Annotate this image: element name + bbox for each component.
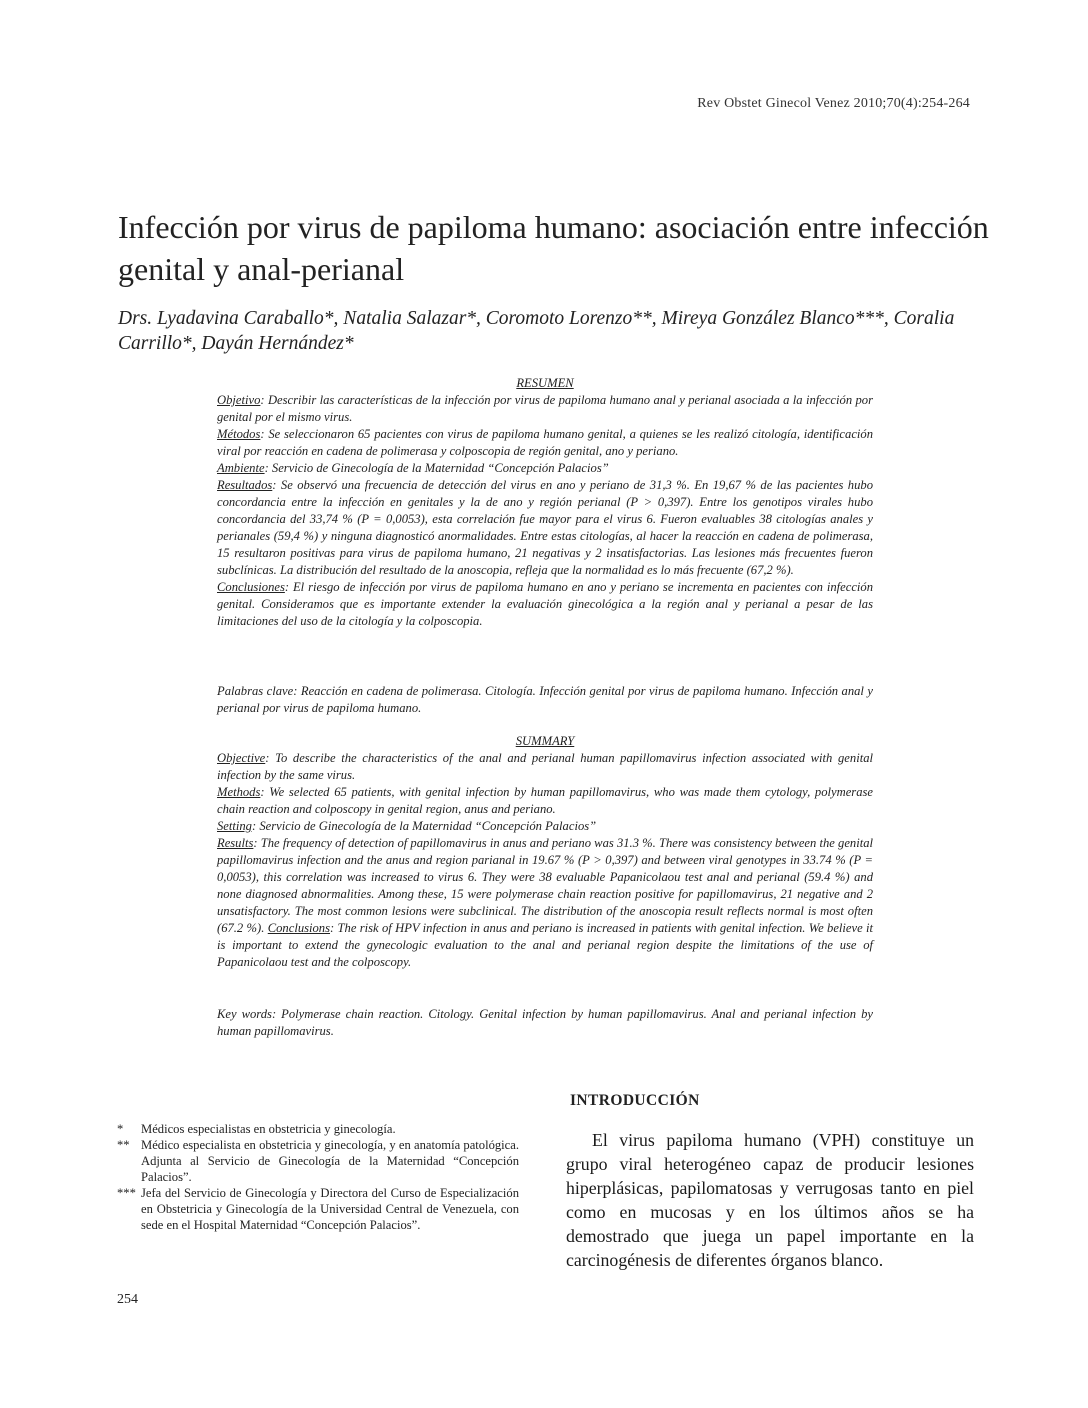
setting-label: Setting xyxy=(217,819,252,833)
objetivo-label: Objetivo xyxy=(217,393,261,407)
ambiente-text: : Servicio de Ginecología de la Maternidad “Concepción Palacios” xyxy=(264,461,609,475)
summary-results xyxy=(217,835,873,971)
summary-objective xyxy=(217,750,873,784)
conclusiones-text: : El riesgo de infección por virus de papiloma humano en ano y periano se incrementa en pacientes con infección genital. Consideramos que es importante extender la evaluación ginecológica a la región anal y perianal a pesar de las limitaciones del uso de la citología y la colposcopia. xyxy=(217,580,873,628)
footnote-text: Jefa del Servicio de Ginecología y Directora del Curso de Especialización en Obstetricia y Ginecología de la Universidad Central de Venezuela, con sede en el Hospital Maternidad “Concepción Palacios”. xyxy=(141,1186,519,1232)
author-list: Drs. Lyadavina Caraballo*, Natalia Salazar*, Coromoto Lorenzo**, Mireya González Blanco***, Coralia Carrillo*, Dayán Hernández* xyxy=(118,308,955,354)
resultados-label: Resultados xyxy=(217,478,273,492)
footnote-mark: * xyxy=(117,1122,124,1136)
resumen-metodos xyxy=(217,426,873,460)
conclusions-text: : The risk of HPV infection in anus and periano is increased in patients with genital infection. We believe it is important to extend the gynecologic evaluation to the anal and perianal region despite the limitations of the use of Papanicolaou test and the colposcopy. xyxy=(217,921,874,969)
footnote-3 xyxy=(117,1185,519,1233)
resultados-text: : Se observó una frecuencia de detección del virus en ano y periano de 31,3 %. En 19,67 % de las pacientes hubo concordancia entre la infección en genitales y la de ano y región perianal (P > 0,397). Entre los genotipos virales hubo concordancia del 33,74 % (P = 0,0053), esta correlación fue mayor para el virus 6. Fueron evaluables 38 citologías anales y perianales (59,4 %) y ninguna diagnosticó anormalidades. Entre estas citologías, al hacer la reacción en cadena de polimerasa, 15 resultaron positivas para virus de papiloma humano, 21 negativas y 2 insatisfactorias. Las lesiones más frecuentes fueron subclínicas. La distribución del resultado de la anoscopia, refleja que la normalidad es lo más frecuente (67,2 %). xyxy=(217,478,873,577)
conclusiones-label: Conclusiones xyxy=(217,580,285,594)
ambiente-label: Ambiente xyxy=(217,461,265,475)
summary-section xyxy=(217,733,873,971)
metodos-label: Métodos xyxy=(217,427,261,441)
palabras-clave: Palabras clave: Reacción en cadena de polimerasa. Citología. Infección genital por virus de papiloma humano. Infección anal y perianal por virus de papiloma humano. xyxy=(217,684,873,715)
footnote-mark: ** xyxy=(117,1138,130,1152)
footnote-2 xyxy=(117,1137,519,1185)
summary-heading: SUMMARY xyxy=(515,734,575,748)
objective-label: Objective xyxy=(217,751,266,765)
summary-methods xyxy=(217,784,873,818)
results-label: Results xyxy=(217,836,254,850)
setting-text: : Servicio de Ginecología de la Maternidad “Concepción Palacios” xyxy=(251,819,597,833)
objective-text: : To describe the characteristics of the anal and perianal human papillomavirus infection associated with genital infection by the same virus. xyxy=(217,751,873,782)
resumen-objetivo xyxy=(217,392,873,426)
introduccion-text: El virus papiloma humano (VPH) constituye un grupo viral heterogéneo capaz de producir lesiones hiperplásicas, papilomatosas y verrugosas tanto en piel como en mucosas y en los últimos años se ha demostrado que juega un papel importante en la carcinogénesis de diferentes órganos blanco. xyxy=(566,1130,974,1270)
introduccion-heading: INTRODUCCIÓN xyxy=(570,1092,700,1109)
metodos-text: : Se seleccionaron 65 pacientes con virus de papiloma humano genital, a quienes se les realizó citología, identificación viral por reacción en cadena de polimerasa y colposcopia de región genital, ano y periano. xyxy=(217,427,873,458)
key-words: Key words: Polymerase chain reaction. Citology. Genital infection by human papillomavirus. Anal and perianal infection by human papillomavirus. xyxy=(217,1007,873,1038)
resumen-resultados xyxy=(217,477,873,630)
summary-setting xyxy=(217,818,873,835)
page-number: 254 xyxy=(117,1292,138,1307)
footnote-mark: *** xyxy=(117,1186,136,1200)
article-title: Infección por virus de papiloma humano: asociación entre infección genital y anal-perianal xyxy=(118,209,989,287)
resumen-heading: RESUMEN xyxy=(516,376,574,390)
methods-label: Methods xyxy=(217,785,261,799)
footnotes xyxy=(117,1121,519,1233)
resumen-ambiente xyxy=(217,460,873,477)
resumen-section xyxy=(217,375,873,630)
footnote-text: Médicos especialistas en obstetricia y ginecología. xyxy=(141,1122,396,1136)
results-text: : The frequency of detection of papillomavirus in anus and periano was 31.3 %. There was consistency between the genital papillomavirus infection and the anus and region parianal in 19.67 % (P > 0,397) and between viral genotypes in 33.74 % (P = 0,0053), this correlation was increased to virus 6. They were 38 evaluable Papanicolaou test anal and perianal (59.4 %) and none diagnosed abnormalities. Among these, 15 were polymerase chain reaction positive for papillomavirus, 21 negative and 2 unsatisfactory. The most common lesions were subclinical. The distribution of the anoscopia result reflects normal is most often (67.2 %). xyxy=(217,836,873,935)
conclusions-label: Conclusions xyxy=(267,921,331,935)
footnote-text: Médico especialista en obstetricia y ginecología, y en anatomía patológica. Adjunta al Servicio de Ginecología de la Maternidad “Concepción Palacios”. xyxy=(141,1138,519,1184)
methods-text: : We selected 65 patients, with genital infection by human papillomavirus, who was made them cytology, polymerase chain reaction and colposcopy in genital region, anus and periano. xyxy=(217,785,873,816)
journal-reference: Rev Obstet Ginecol Venez 2010;70(4):254-264 xyxy=(697,96,970,111)
footnote-1 xyxy=(117,1121,519,1137)
objetivo-text: : Describir las características de la infección por virus de papiloma humano anal y perianal asociada a la infección por genital por el mismo virus. xyxy=(217,393,873,424)
